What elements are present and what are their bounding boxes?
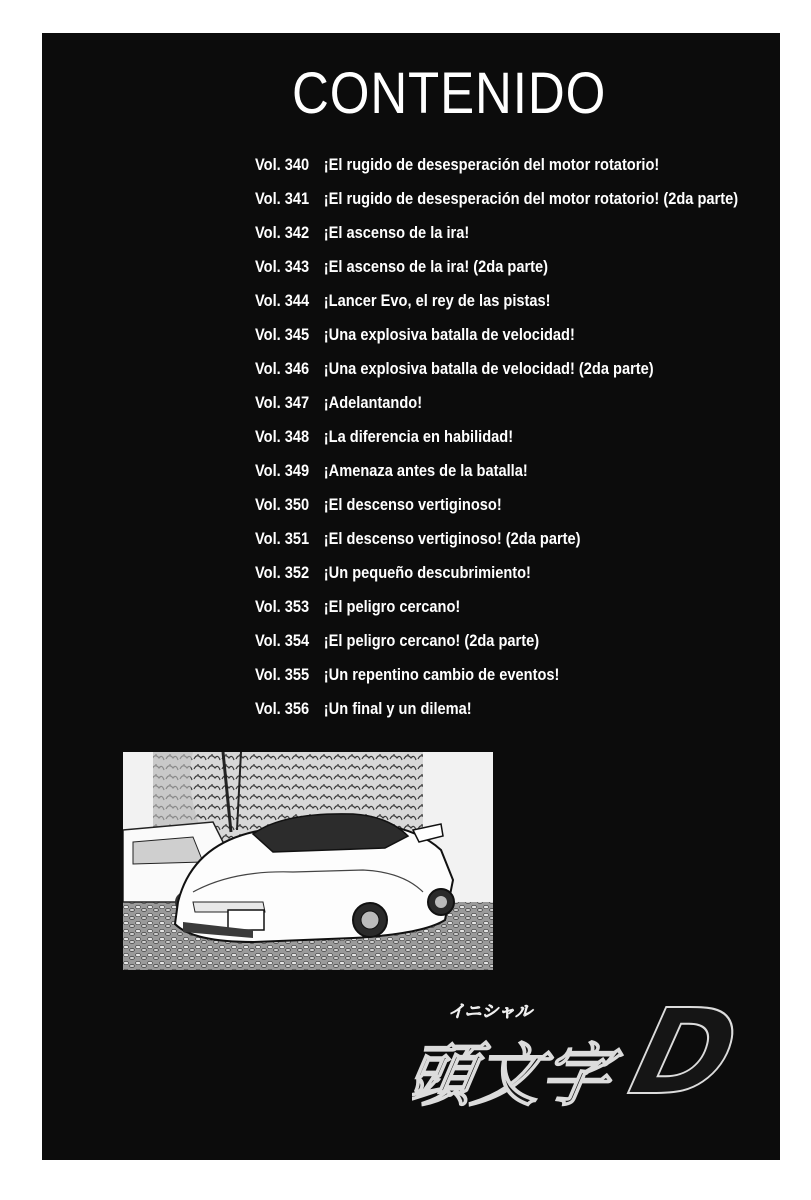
volume-number: Vol. 342 bbox=[255, 223, 310, 242]
car-illustration bbox=[123, 752, 493, 970]
list-item bbox=[255, 593, 738, 627]
chapter-title: ¡El ascenso de la ira! (2da parte) bbox=[323, 257, 549, 276]
chapter-title: ¡Lancer Evo, el rey de las pistas! bbox=[323, 291, 551, 310]
volume-number: Vol. 355 bbox=[255, 665, 310, 684]
chapter-title: ¡Un final y un dilema! bbox=[323, 699, 472, 718]
list-item bbox=[255, 491, 738, 525]
logo-kana: イニシャル bbox=[448, 1002, 532, 1022]
volume-number: Vol. 351 bbox=[255, 529, 310, 548]
chapter-title: ¡Adelantando! bbox=[323, 393, 423, 412]
volume-number: Vol. 349 bbox=[255, 461, 310, 480]
volume-number: Vol. 346 bbox=[255, 359, 310, 378]
chapter-title: ¡El rugido de desesperación del motor rotatorio! (2da parte) bbox=[323, 189, 739, 208]
volume-number: Vol. 356 bbox=[255, 699, 310, 718]
logo-kanji: 頭文字 bbox=[412, 1036, 617, 1115]
volume-number: Vol. 344 bbox=[255, 291, 310, 310]
chapter-title: ¡Un pequeño descubrimiento! bbox=[323, 563, 531, 582]
chapter-title: ¡El peligro cercano! bbox=[323, 597, 461, 616]
volume-number: Vol. 348 bbox=[255, 427, 310, 446]
volume-number: Vol. 345 bbox=[255, 325, 310, 344]
list-item bbox=[255, 287, 738, 321]
volume-number: Vol. 353 bbox=[255, 597, 310, 616]
list-item bbox=[255, 185, 738, 219]
list-item bbox=[255, 423, 738, 457]
chapter-title: ¡Amenaza antes de la batalla! bbox=[323, 461, 528, 480]
list-item bbox=[255, 661, 738, 695]
volume-number: Vol. 352 bbox=[255, 563, 310, 582]
list-item bbox=[255, 253, 738, 287]
volume-number: Vol. 354 bbox=[255, 631, 310, 650]
chapter-title: ¡El descenso vertiginoso! (2da parte) bbox=[323, 529, 581, 548]
chapter-title: ¡La diferencia en habilidad! bbox=[323, 427, 514, 446]
volume-number: Vol. 347 bbox=[255, 393, 310, 412]
list-item bbox=[255, 389, 738, 423]
list-item bbox=[255, 151, 738, 185]
chapter-title: ¡El rugido de desesperación del motor rotatorio! bbox=[323, 155, 660, 174]
volume-number: Vol. 350 bbox=[255, 495, 310, 514]
volume-number: Vol. 341 bbox=[255, 189, 310, 208]
list-item bbox=[255, 559, 738, 593]
chapter-title: ¡Un repentino cambio de eventos! bbox=[323, 665, 560, 684]
chapter-title: ¡El peligro cercano! (2da parte) bbox=[323, 631, 540, 650]
chapter-title: ¡Una explosiva batalla de velocidad! (2da parte) bbox=[323, 359, 654, 378]
volume-number: Vol. 343 bbox=[255, 257, 310, 276]
chapter-title: ¡El ascenso de la ira! bbox=[323, 223, 470, 242]
list-item bbox=[255, 321, 738, 355]
page-title: CONTENIDO bbox=[292, 61, 607, 126]
chapter-title: ¡El descenso vertiginoso! bbox=[323, 495, 502, 514]
list-item bbox=[255, 355, 738, 389]
contents-list bbox=[255, 151, 811, 729]
sports-car-drawing bbox=[123, 752, 493, 970]
list-item bbox=[255, 695, 738, 729]
list-item bbox=[255, 525, 738, 559]
list-item bbox=[255, 219, 738, 253]
chapter-title: ¡Una explosiva batalla de velocidad! bbox=[323, 325, 575, 344]
logo-artwork bbox=[412, 995, 752, 1115]
list-item bbox=[255, 627, 738, 661]
logo-letter: D bbox=[618, 995, 751, 1115]
initial-d-logo bbox=[412, 995, 752, 1115]
list-item bbox=[255, 457, 738, 491]
volume-number: Vol. 340 bbox=[255, 155, 310, 174]
